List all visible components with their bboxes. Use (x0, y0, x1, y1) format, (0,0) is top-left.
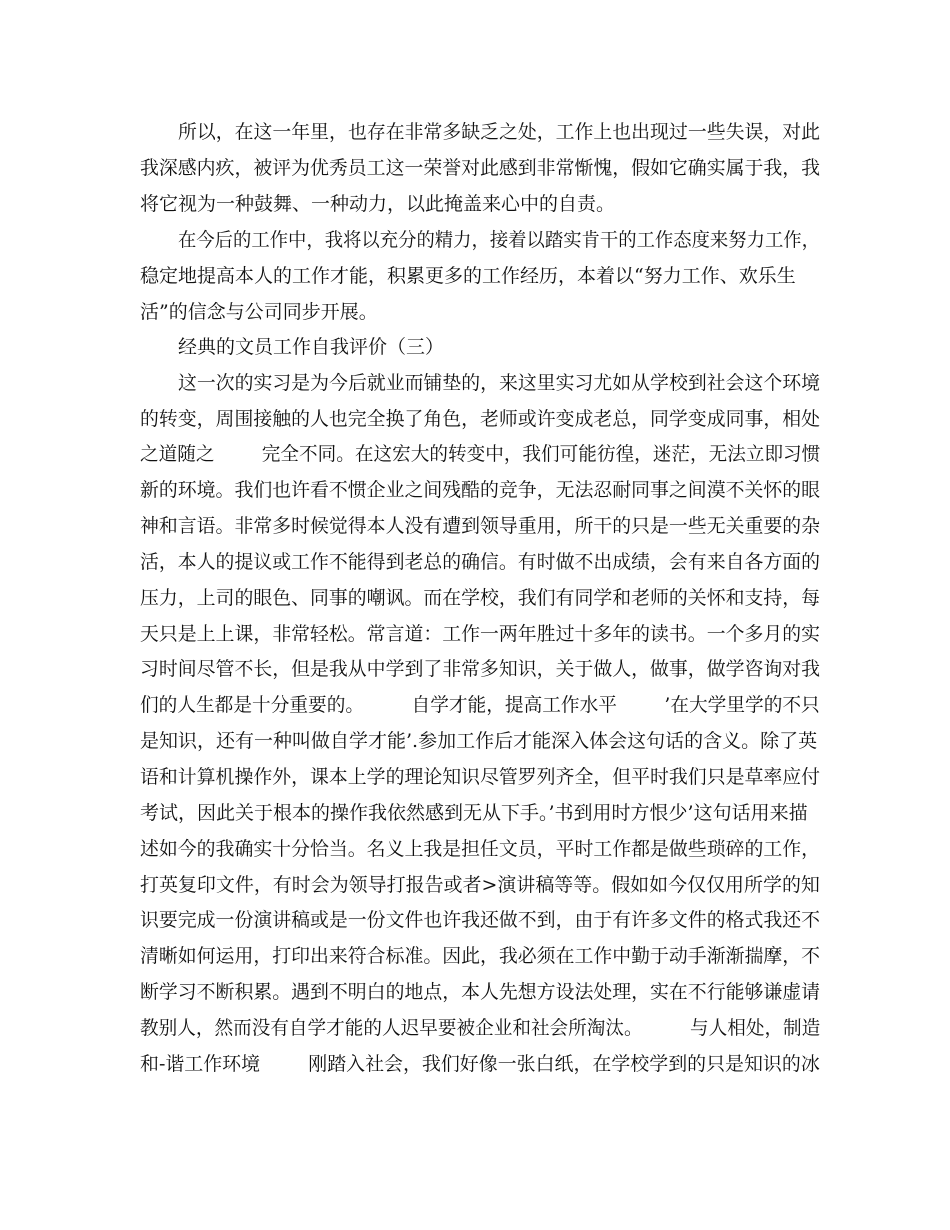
text-line: 新的环境。我们也许看不惯企业之间残酷的竞争，无法忍耐同事之间漠不关怀的眼 (140, 479, 821, 501)
text-line: 们的人生都是十分重要的。 自学才能，提高工作水平 ’在大学里学的不只 (140, 694, 820, 716)
text-line: 这一次的实习是为今后就业而铺垫的，来这里实习尤如从学校到社会这个环境 (178, 372, 821, 394)
text-line: 我深感内疚，被评为优秀员工这一荣誉对此感到非常惭愧，假如它确实属于我，我 (140, 157, 821, 179)
text-line: 述如今的我确实十分恰当。名义上我是担任文员，平时工作都是做些琐碎的工作， (140, 838, 821, 860)
text-line: 活，本人的提议或工作不能得到老总的确信。有时做不出成绩，会有来自各方面的 (140, 551, 821, 573)
text-line: 在今后的工作中，我将以充分的精力，接着以踏实肯干的工作态度来努力工作， (178, 229, 821, 251)
text-line: 清晰如何运用，打印出来符合标准。因此，我必须在工作中勤于动手渐渐揣摩，不 (140, 945, 821, 967)
text-line: 将它视为一种鼓舞、一种动力，以此掩盖来心中的自责。 (140, 193, 616, 215)
text-line: 的转变，周围接触的人也完全换了角色，老师或许变成老总，同学变成同事，相处 (140, 408, 821, 430)
text-line: 习时间尽管不长，但是我从中学到了非常多知识，关于做人，做事，做学咨询对我 (140, 658, 821, 680)
text-line: 识要完成一份演讲稿或是一份文件也许我还做不到，由于有许多文件的格式我还不 (140, 909, 821, 931)
section-heading: 经典的文员工作自我评价（三） (178, 336, 445, 358)
text-line: 压力，上司的眼色、同事的嘲讽。而在学校，我们有同学和老师的关怀和支持，每 (140, 587, 821, 609)
text-line: 神和言语。非常多时候觉得本人没有遭到领导重用，所干的只是一些无关重要的杂 (140, 515, 821, 537)
text-line: 活”的信念与公司同步开展。 (140, 301, 378, 323)
text-line: 是知识，还有一种叫做自学才能’.参加工作后才能深入体会这句话的含义。除了英 (140, 730, 818, 752)
text-line: 考试，因此关于根本的操作我依然感到无从下手。’书到用时方恨少’这句话用来描 (140, 802, 808, 824)
text-line: 所以，在这一年里，也存在非常多缺乏之处，工作上也出现过一些失误，对此 (178, 121, 821, 143)
text-line: 断学习不断积累。遇到不明白的地点，本人先想方设法处理，实在不行能够谦虚请 (140, 981, 821, 1003)
text-line: 打英复印文件，有时会为领导打报告或者>演讲稿等等。假如如今仅仅用所学的知 (140, 874, 820, 896)
text-line: 教别人，然而没有自学才能的人迟早要被企业和社会所淘汰。 与人相处，制造 (140, 1017, 821, 1039)
text-line: 稳定地提高本人的工作才能，积累更多的工作经历，本着以“努力工作、欢乐生 (140, 265, 796, 287)
text-line: 语和计算机操作外，课本上学的理论知识尽管罗列齐全，但平时我们只是草率应付 (140, 766, 821, 788)
text-line: 天只是上上课，非常轻松。常言道：工作一两年胜过十多年的读书。一个多月的实 (140, 623, 821, 645)
text-line: 和-谐工作环境 刚踏入社会，我们好像一张白纸，在学校学到的只是知识的冰 (140, 1053, 820, 1075)
text-line: 之道随之 完全不同。在这宏大的转变中，我们可能彷徨，迷茫，无法立即习惯 (140, 443, 821, 465)
